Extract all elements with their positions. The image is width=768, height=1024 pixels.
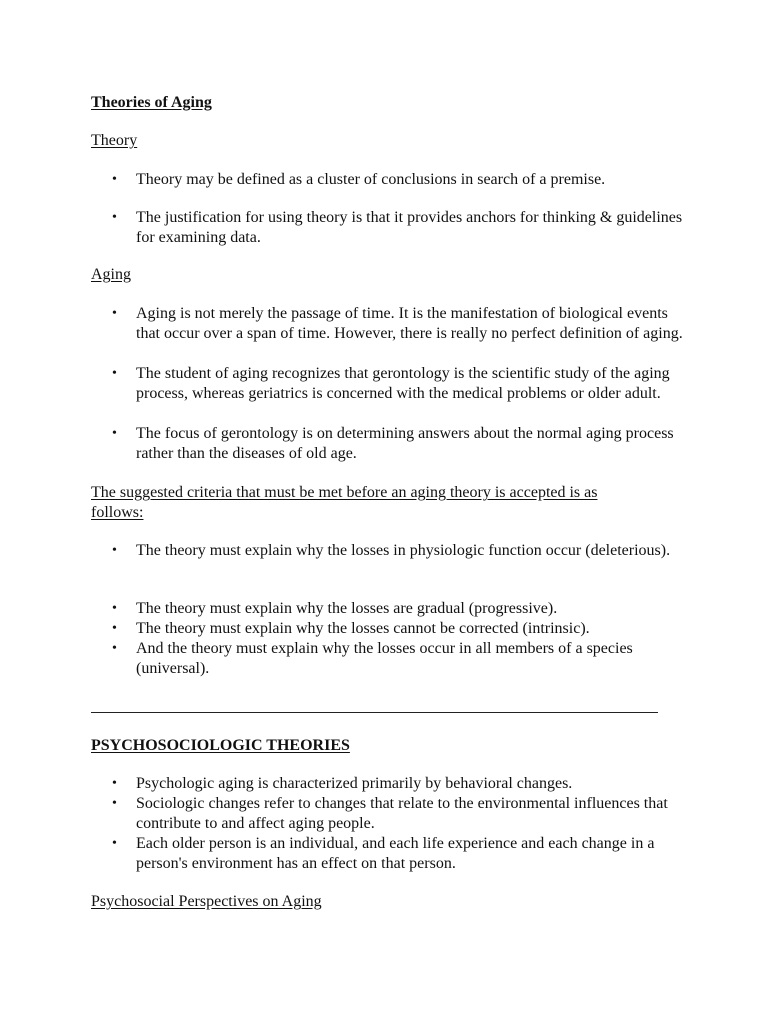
list-item-text: The focus of gerontology is on determining answers about the normal aging process rather than the diseases of old age. [136,425,674,462]
bullet-icon: • [112,621,117,636]
bullet-icon: • [112,641,117,656]
list-item-text: The student of aging recognizes that gerontology is the scientific study of the aging process, whereas geriatrics is concerned with the medical problems or older adult. [136,365,670,402]
document-title: Theories of Aging [91,94,212,111]
section-divider [91,712,658,713]
perspectives-heading: Psychosocial Perspectives on Aging [91,893,322,910]
list-item-text: And the theory must explain why the losses occur in all members of a species (universal). [136,640,633,677]
bullet-icon: • [112,210,117,225]
bullet-icon: • [112,796,117,811]
list-item [112,639,692,679]
list-item-text: Each older person is an individual, and each life experience and each change in a person's environment has an effect on that person. [136,835,655,872]
list-item [112,774,692,794]
bullet-icon: • [112,306,117,321]
criteria-heading: The suggested criteria that must be met before an aging theory is accepted is as follows: [91,484,598,521]
list-item-text: Theory may be defined as a cluster of conclusions in search of a premise. [136,171,606,188]
list-item-text: The theory must explain why the losses cannot be corrected (intrinsic). [136,620,590,637]
bullet-icon: • [112,426,117,441]
list-item-text: The theory must explain why the losses are gradual (progressive). [136,600,558,617]
psychosociologic-heading: PSYCHOSOCIOLOGIC THEORIES [91,737,350,754]
list-item [112,424,692,464]
list-item-text: The justification for using theory is that it provides anchors for thinking & guidelines for examining data. [136,209,683,246]
list-item [112,208,692,248]
list-item [112,599,692,619]
list-item [112,834,692,874]
aging-heading: Aging [91,266,131,283]
list-item [112,304,692,344]
theory-heading: Theory [91,132,138,149]
bullet-icon: • [112,366,117,381]
bullet-icon: • [112,172,117,187]
list-item-text: The theory must explain why the losses in physiologic function occur (deleterious). [136,542,671,559]
list-item [112,364,692,404]
bullet-icon: • [112,836,117,851]
list-item [112,170,692,190]
list-item [112,541,692,561]
list-item [112,794,692,834]
bullet-icon: • [112,776,117,791]
list-item-text: Psychologic aging is characterized primarily by behavioral changes. [136,775,573,792]
bullet-icon: • [112,601,117,616]
bullet-icon: • [112,543,117,558]
list-item-text: Aging is not merely the passage of time. It is the manifestation of biological events that occur over a span of time. However, there is really no perfect definition of aging. [136,305,683,342]
list-item-text: Sociologic changes refer to changes that relate to the environmental influences that contribute to and affect aging people. [136,795,668,832]
list-item [112,619,692,639]
